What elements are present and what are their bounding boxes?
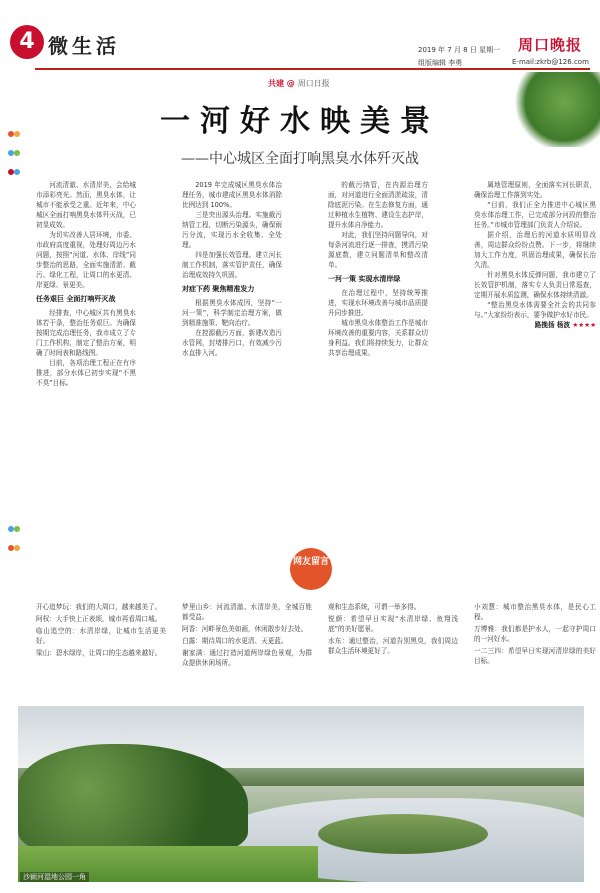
- issue-date: 2019 年 7 月 8 日 星期一: [418, 46, 501, 54]
- comment: 万博雅：我们都是护水人，一起守护周口的一河好水。: [474, 625, 596, 643]
- paragraph: 目前，各项治理工程正在有序推进，部分水体已初步实现“不黑不臭”目标。: [36, 359, 136, 387]
- comment-column: [36, 602, 166, 702]
- comment: 阿权：大手快上正表颂，城市再看周口城。: [36, 615, 162, 623]
- headline: 一河好水映美景: [160, 104, 440, 139]
- wetland-park-photo: [18, 706, 584, 882]
- paragraph: 三是突出源头治理。实施截污纳管工程，切断污染源头，确保雨污分流，实现污水全收集、全处理。: [182, 211, 282, 249]
- section-heading: 对症下药 聚焦精准发力: [182, 285, 255, 293]
- page-number-badge: 4: [10, 25, 44, 59]
- comment-column: [182, 602, 312, 702]
- paragraph: 四是加强长效管理。建立河长制工作机制，落实管护责任，确保治理成效持久巩固。: [182, 251, 282, 279]
- article-column: [36, 180, 136, 620]
- reader-comments: [36, 602, 596, 702]
- comment: 梦里山乡：河流清澈、水清岸美，全城百姓都受益。: [182, 603, 312, 621]
- paragraph: 经排查，中心城区共有黑臭水体若干条，整治任务艰巨。为确保按期完成治理任务，我市成立了专门工作机构，制定了整治方案，明确了时间表和路线图。: [36, 309, 136, 357]
- paragraph: 属地管理原则，全面落实河长职责，确保治理工作落到实处。: [474, 181, 596, 199]
- article-column: [328, 180, 428, 620]
- comment: 水东：通过整治，河道告别黑臭，我们周边群众生活环境更好了。: [328, 637, 458, 655]
- editor-credit: 组版编辑 李勇: [418, 59, 463, 67]
- comment: 临山追空的：水清岸绿，让城市生活更美好。: [36, 627, 166, 645]
- subheadline: ——中心城区全面打响黑臭水体歼灭战: [181, 151, 419, 167]
- kicker-brand: 周口日报: [297, 79, 330, 88]
- paragraph: 在治理过程中，坚持统筹推进，实现水环境改善与城市品质提升同步推进。: [328, 289, 428, 317]
- paragraph: 为切实改善人居环境，市委、市政府高度重视，处理好周边污水问题，按照“河道、水体、岸线”同步整治的思路，全面实施清淤、截污、绿化工程，让周口的水更清、岸更绿、景更美。: [36, 231, 136, 289]
- section-title: 微生活: [48, 34, 120, 58]
- section-heading: 任务艰巨 全面打响歼灭战: [36, 295, 116, 303]
- comment: 小刘慧：城市整治黑臭水体，是民心工程。: [474, 603, 596, 621]
- comment: 开心追梦玩：我们的大周口，越来越美了。: [36, 603, 162, 611]
- comment: 谢家满：通过打造河道两岸绿色景观，为群众提供休闲场所。: [182, 649, 312, 667]
- comment: 阿香：河畔景色美如画，休闲散步好去处。: [182, 625, 308, 633]
- page-header: [0, 0, 600, 67]
- paragraph: 据介绍，治理后的河道水质明显改善，周边群众纷纷点赞。下一步，将继续加大工作力度，巩固治理成果，确保长治久清。: [474, 231, 596, 269]
- comment: 白露：期待周口的水更清、天更蓝。: [182, 637, 288, 645]
- paragraph: 2019 年完成城区黑臭水体治理任务，城市建成区黑臭水体消除比例达到 100%。: [182, 181, 282, 209]
- paragraph: “整治黑臭水体需要全社会的共同参与。”大家纷纷表示，要争做护水好市民。: [474, 301, 596, 319]
- article-column: [182, 180, 282, 620]
- byline: [474, 320, 596, 330]
- comment: 梁山：碧水绿岸，让周口的生态越来越好。: [36, 649, 162, 657]
- paragraph: “目前，我们正全力推进中心城区黑臭水体治理工作，已完成部分河段的整治任务。”市城市管理部门负责人介绍说。: [474, 201, 596, 229]
- comment-column: [328, 602, 458, 702]
- article-column: [474, 180, 596, 620]
- paragraph: 针对黑臭水体反弹问题，我市建立了长效管护机制，落实专人负责日常巡查，定期开展水质监测，确保水体持续清澈。: [474, 271, 596, 299]
- comment: 一二三四：希望早日实现河清岸绿的美好目标。: [474, 647, 596, 665]
- byline-names: 路挽扬 杨波: [534, 321, 571, 329]
- masthead-logo: 周口晚报: [518, 36, 583, 54]
- photo-caption: 沙颍河湿地公园一角: [20, 872, 89, 882]
- header-rule: [35, 68, 590, 70]
- paragraph: 的截污纳管，在内源治理方面，对河道进行全面清淤疏浚，清除底泥污染。在生态修复方面，通过种植水生植物、建设生态护岸，提升水体自净能力。: [328, 181, 428, 229]
- comment: 悦颜：希望早日实现“水清岸绿、鱼翔浅底”的美好愿景。: [328, 615, 458, 633]
- photo-island: [318, 814, 488, 854]
- section-heading: 一河一策 实现水清岸绿: [328, 275, 401, 283]
- kicker: 共建 @ 周口日报: [268, 79, 330, 88]
- paragraph: 河流清澈、水清岸美，会给城市添彩亮光。然而，黑臭水体，让城市不能承受之重。近年来，中心城区全面打响黑臭水体歼灭战，已初显成效。: [36, 181, 136, 229]
- reader-comments-badge: 网友留言: [290, 548, 332, 590]
- paragraph: 城市黑臭水体整治工作是城市环境改善的重要内容，关系群众切身利益。我们将持续发力，让群众共享治理成果。: [328, 319, 428, 357]
- contact-email: E-mail:zkrb@126.com: [512, 58, 589, 66]
- paragraph: 根据黑臭水体成因，坚持“一河一策”，科学制定治理方案，做到精准施策、靶向治疗。: [182, 299, 282, 327]
- decorative-dots-bottom: [8, 520, 22, 558]
- kicker-prefix: 共建: [268, 79, 284, 88]
- paragraph: 对此，我们坚持问题导向，对每条河流进行逐一排查，摸清污染源底数，建立问题清单和整改清单。: [328, 231, 428, 269]
- comment: 观和生态系统，可谓一举多得。: [328, 603, 421, 611]
- comment-column: [474, 602, 596, 702]
- star-rating-icon: ★★★★: [572, 321, 596, 329]
- paragraph: 在控源截污方面，新建改造污水管网，封堵排污口，有效减少污水直排入河。: [182, 329, 282, 357]
